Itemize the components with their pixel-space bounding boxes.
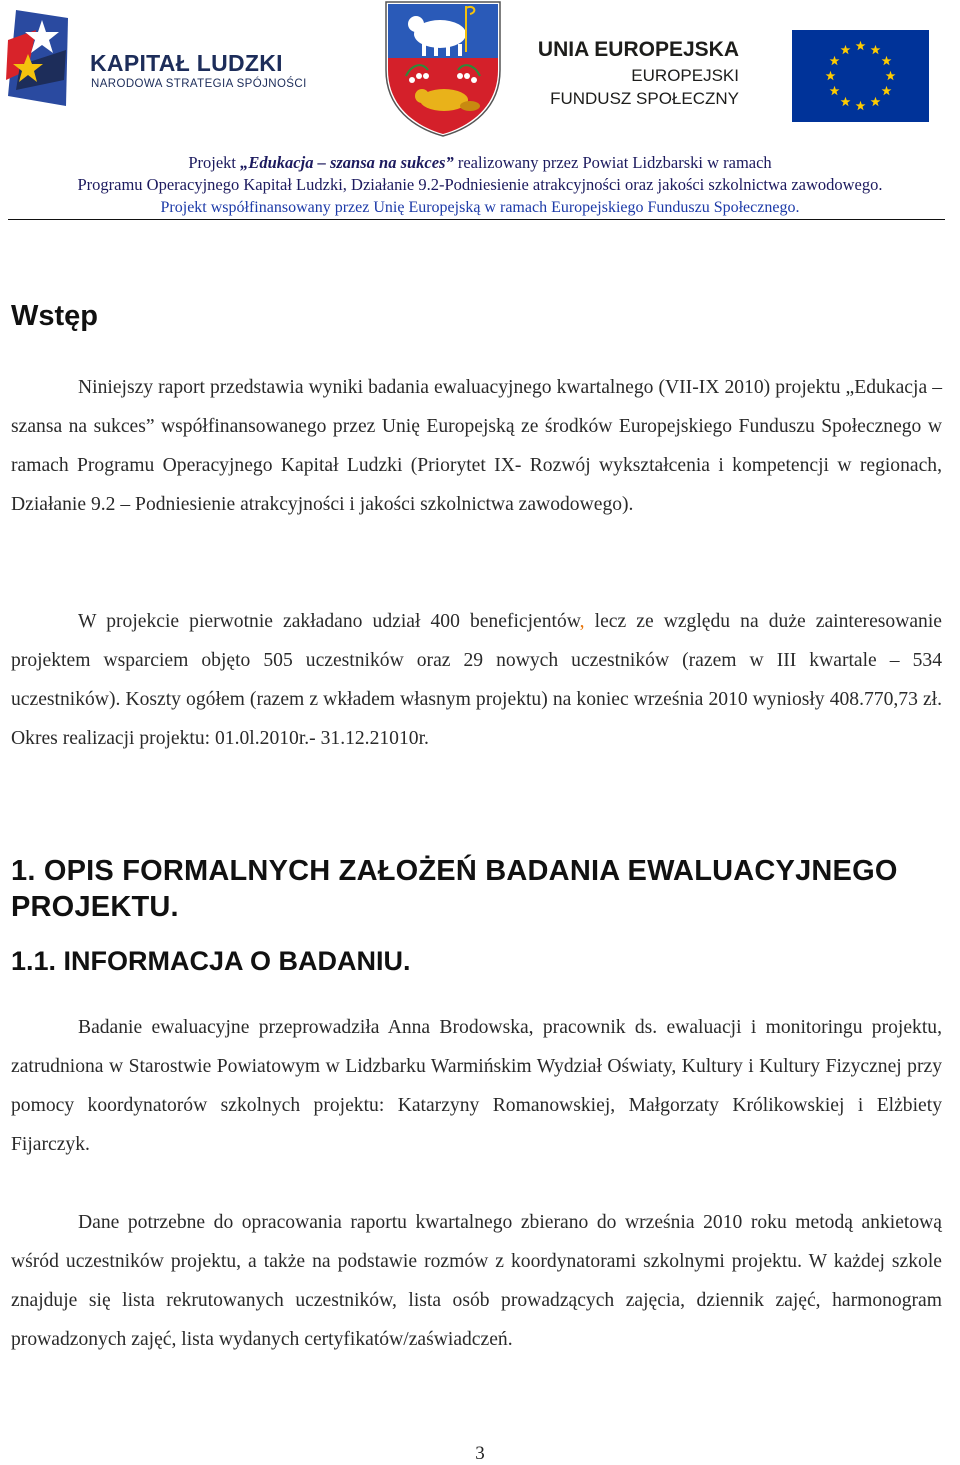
project-title: „Edukacja – szansa na sukces” — [240, 153, 454, 172]
data-collection-paragraph — [11, 1203, 942, 1359]
intro-heading: Wstęp — [11, 300, 98, 332]
eu-logo-line1: UNIA EUROPEJSKA — [537, 38, 739, 61]
eu-logo-line2: EUROPEJSKI — [631, 66, 739, 85]
intro-paragraph-2-text-a: W projekcie pierwotnie zakładano udział 400 beneficjentów — [78, 611, 580, 632]
page-number: 3 — [475, 1443, 485, 1464]
lamb-and-beaver-crest-icon — [382, 0, 504, 138]
data-collection-text: Dane potrzebne do opracowania raportu kwartalnego zbierano do września 2010 roku metodą ankietową wśród uczestników projektu, a także na podstawie rozmów z koordynatorami szkolnymi projektu. W każdej szkole znajduje się lista rekrutowanych uczestników, lista osób prowadzących zajęcia, dziennik zajęć, harmonogram prowadzonych zajęć, lista wydanych certyfikatów/zaświadczeń. — [11, 1212, 942, 1350]
kapital-ludzki-star-icon — [6, 10, 72, 106]
intro-paragraph-1 — [11, 368, 942, 524]
intro-paragraph-1-text: Niniejszy raport przedstawia wyniki badania ewaluacyjnego kwartalnego (VII-IX 2010) projektu „Edukacja – szansa na sukces” współfinansowanego przez Unię Europejską ze środków Europejskiego Funduszu Społecznego w ramach Programu Operacyjnego Kapitał Ludzki (Priorytet IX- Rozwój wykształcenia i kompetencji w regionach, Działanie 9.2 – Podniesienie atrakcyjności i jakości szkolnictwa zawodowego). — [11, 377, 942, 515]
project-header-line1 — [0, 152, 960, 174]
header-divider — [8, 219, 945, 220]
intro-paragraph-2-comma: , — [579, 611, 585, 632]
eu-social-fund-logo — [537, 18, 933, 128]
project-header-suffix: realizowany przez Powiat Lidzbarski w ramach — [453, 153, 772, 172]
kapital-ludzki-subtitle: NARODOWA STRATEGIA SPÓJNOŚCI — [91, 78, 307, 90]
intro-paragraph-2 — [11, 602, 942, 758]
intro-paragraph-2-text-b: lecz ze względu na duże zainteresowanie projektem wsparciem objęto 505 uczestników oraz 29 nowych uczestników (razem w III kwartale – 534 uczestników). Koszty ogółem (razem z wkładem własnym projektu) na koniec września 2010 wyniosły 408.770,73 zł. Okres realizacji projektu: 01.0l.2010r.- 31.12.21010r. — [11, 611, 942, 749]
kapital-ludzki-logo — [6, 10, 306, 110]
project-header-line2: Programu Operacyjnego Kapitał Ludzki, Działanie 9.2-Podniesienie atrakcyjności oraz jakości szkolnictwa zawodowego. — [77, 175, 883, 194]
eu-flag-icon — [792, 30, 929, 122]
section-heading-1-1: 1.1. INFORMACJA O BADANIU. — [11, 946, 411, 976]
eu-logo-line3: FUNDUSZ SPOŁECZNY — [550, 89, 739, 108]
kapital-ludzki-title: KAPITAŁ LUDZKI — [90, 50, 283, 76]
project-header-prefix: Projekt — [188, 153, 241, 172]
section-heading-1: 1. OPIS FORMALNYCH ZAŁOŻEŃ BADANIA EWALUACYJNEGO PROJEKTU. — [11, 855, 898, 923]
study-info-paragraph — [11, 1008, 942, 1164]
study-info-text: Badanie ewaluacyjne przeprowadziła Anna Brodowska, pracownik ds. ewaluacji i monitoringu projektu, zatrudniona w Starostwie Powiatowym w Lidzbarku Warmińskim Wydział Oświaty, Kultury i Kultury Fizycznej przy pomocy koordynatorów szkolnych projektu: Katarzyny Romanowskiej, Małgorzaty Królikowskiej i Elżbiety Fijarczyk. — [11, 1017, 942, 1155]
project-header-line3: Projekt współfinansowany przez Unię Europejską w ramach Europejskiego Funduszu Społecznego. — [160, 199, 800, 216]
